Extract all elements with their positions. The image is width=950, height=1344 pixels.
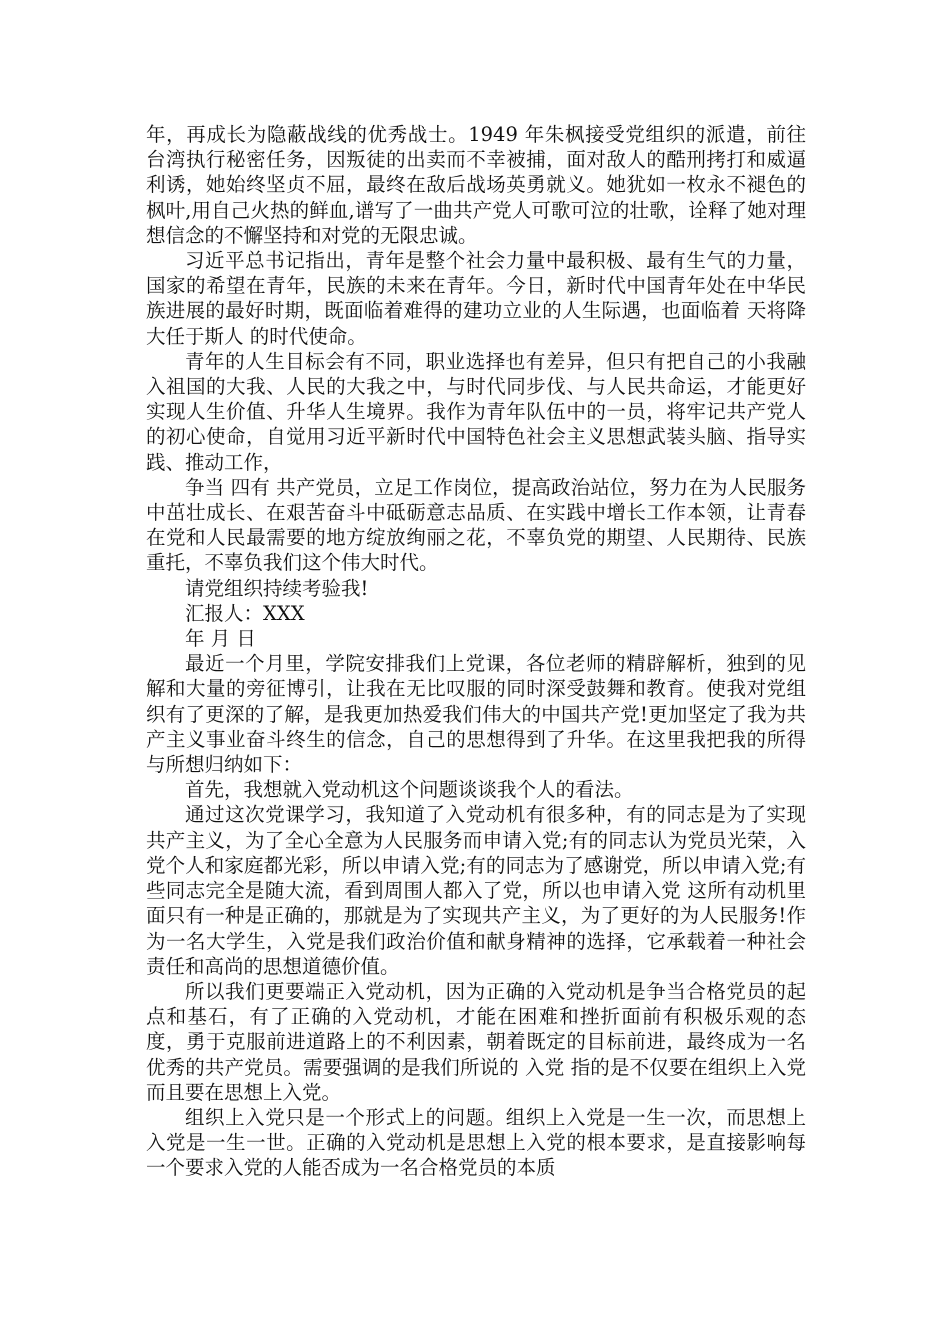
- paragraph-closing-request: 请党组织持续考验我!: [185, 576, 369, 600]
- document-body: [146, 122, 806, 1181]
- date-line: 年 月 日: [185, 627, 256, 651]
- paragraph-four-haves: 争当 四有 共产党员，立足工作岗位，提高政治站位，努力在为人民服务中茁壮成长、在艰苦奋斗中砥砺意志品质、在实践中增长工作本领，让青春在党和人民最需要的地方绽放绚丽之花，不辜负党的期望、人民期待、民族重托，不辜负我们这个伟大时代。: [146, 475, 806, 575]
- paragraph-organizational-joining: 组织上入党只是一个形式上的问题。组织上入党是一生一次，而思想上入党是一生一世。正确的入党动机是思想上入党的根本要求，是直接影响每一个要求入党的人能否成为一名合格党员的本质: [146, 1105, 806, 1180]
- paragraph-motivation-intro: 首先，我想就入党动机这个问题谈谈我个人的看法。: [185, 778, 634, 802]
- reporter-line: 汇报人：XXX: [185, 601, 305, 625]
- paragraph-correct-motivation: 所以我们更要端正入党动机，因为正确的入党动机是争当合格党员的起点和基石，有了正确的入党动机，才能在困难和挫折面前有积极乐观的态度，勇于克服前进道路上的不利因素，朝着既定的目标前进，最终成为一名优秀的共产党员。需要强调的是我们所说的 入党 指的是不仅要在组织上入党而且要在思想上入党。: [146, 979, 806, 1104]
- paragraph-life-goals: 青年的人生目标会有不同，职业选择也有差异，但只有把自己的小我融入祖国的大我、人民的大我之中，与时代同步伐、与人民共命运，才能更好实现人生价值、升华人生境界。我作为青年队伍中的一员，将牢记共产党人的初心使命，自觉用习近平新时代中国特色社会主义思想武装头脑、指导实践、推动工作，: [146, 349, 806, 474]
- paragraph-motivation-types: 通过这次党课学习，我知道了入党动机有很多种，有的同志是为了实现共产主义，为了全心全意为人民服务而申请入党;有的同志认为党员光荣，入党个人和家庭都光彩，所以申请入党;有的同志为了感谢党，所以申请入党;有些同志完全是随大流，看到周围人都入了党，所以也申请入党 这所有动机里面只有一种是正确的，那就是为了实现共产主义，为了更好的为人民服务!作为一名大学生，入党是我们政治价值和献身精神的选择，它承载着一种社会责任和高尚的思想道德价值。: [146, 803, 806, 978]
- paragraph-party-lessons: 最近一个月里，学院安排我们上党课，各位老师的精辟解析，独到的见解和大量的旁征博引，让我在无比叹服的同时深受鼓舞和教育。使我对党组织有了更深的了解，是我更加热爱我们伟大的中国共产党!更加坚定了我为共产主义事业奋斗终生的信念，自己的思想得到了升华。在这里我把我的所得与所想归纳如下：: [146, 652, 806, 777]
- paragraph-youth-quote: 习近平总书记指出，青年是整个社会力量中最积极、最有生气的力量，国家的希望在青年，民族的未来在青年。今日，新时代中国青年处在中华民族进展的最好时期，既面临着难得的建功立业的人生际遇，也面临着 天将降大任于斯人 的时代使命。: [146, 249, 806, 348]
- paragraph-zhufeng-story: 年，再成长为隐蔽战线的优秀战士。1949 年朱枫接受党组织的派遣，前往台湾执行秘密任务，因叛徒的出卖而不幸被捕，面对敌人的酷刑拷打和威逼利诱，她始终坚贞不屈，最终在敌后战场英勇就义。她犹如一枚永不褪色的枫叶,用自己火热的鲜血,谱写了一曲共产党人可歌可泣的壮歌，诠释了她对理想信念的不懈坚持和对党的无限忠诚。: [146, 123, 806, 247]
